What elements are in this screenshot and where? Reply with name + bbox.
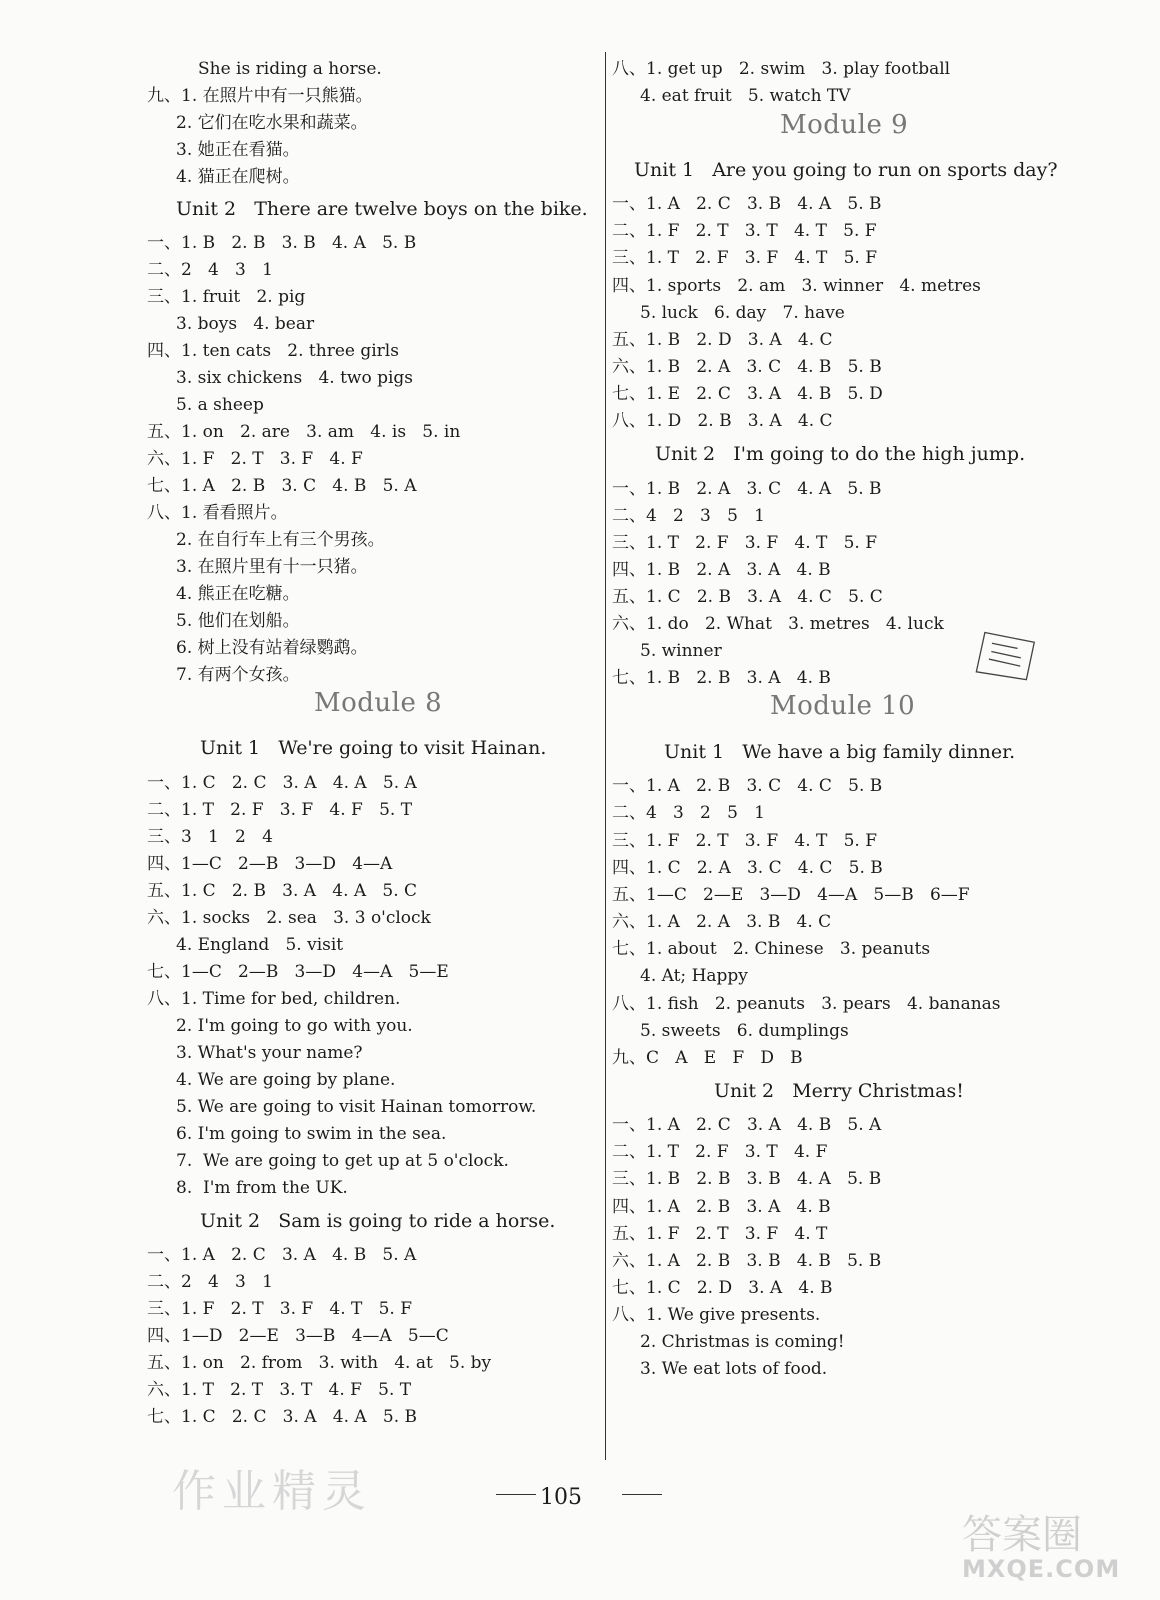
unit-heading: Unit 2 Merry Christmas! xyxy=(714,1080,964,1102)
answer-line: 五、1. on 2. from 3. with 4. at 5. by xyxy=(147,1353,492,1373)
answer-line: 六、1. A 2. B 3. B 4. B 5. B xyxy=(612,1251,882,1271)
page-number-dash-right xyxy=(622,1494,662,1495)
answer-line: 一、1. B 2. B 3. B 4. A 5. B xyxy=(147,233,417,253)
answer-line: 八、1. 看看照片。 xyxy=(147,503,288,523)
answer-line: 5. sweets 6. dumplings xyxy=(640,1021,849,1041)
answer-line: 2. 在自行车上有三个男孩。 xyxy=(176,530,385,550)
answer-line: 七、1. C 2. D 3. A 4. B xyxy=(612,1278,833,1298)
watermark-right xyxy=(962,1512,1152,1585)
watermark-right-top: 答案圈 xyxy=(962,1512,1082,1558)
answer-line: 五、1. C 2. B 3. A 4. C 5. C xyxy=(612,587,883,607)
answer-line: 七、1. A 2. B 3. C 4. B 5. A xyxy=(147,476,417,496)
answer-line: 三、1. fruit 2. pig xyxy=(147,287,306,307)
answer-line: 2. I'm going to go with you. xyxy=(176,1016,413,1036)
answer-line: 三、1. T 2. F 3. F 4. T 5. F xyxy=(612,533,878,553)
answer-line: 五、1. B 2. D 3. A 4. C xyxy=(612,330,833,350)
answer-line: 7. 有两个女孩。 xyxy=(176,665,300,685)
watermark-left: 作业精灵 xyxy=(172,1466,372,1517)
answer-line: 八、1. fish 2. peanuts 3. pears 4. bananas xyxy=(612,994,1001,1014)
answer-line: 4. 猫正在爬树。 xyxy=(176,167,300,187)
answer-line: 一、1. A 2. C 3. A 4. B 5. A xyxy=(612,1115,882,1135)
watermark-right-bottom: MXQE.COM xyxy=(962,1555,1121,1583)
answer-line: 四、1—C 2—B 3—D 4—A xyxy=(147,854,393,874)
answer-line: 2. Christmas is coming! xyxy=(640,1332,845,1352)
answer-line: 3. What's your name? xyxy=(176,1043,363,1063)
answer-line: 二、4 2 3 5 1 xyxy=(612,506,765,526)
answer-line: 2. 它们在吃水果和蔬菜。 xyxy=(176,113,368,133)
answer-line: 九、C A E F D B xyxy=(612,1048,803,1068)
answer-line: 一、1. A 2. B 3. C 4. C 5. B xyxy=(612,776,883,796)
answer-line: 一、1. C 2. C 3. A 4. A 5. A xyxy=(147,773,417,793)
answer-line: 5. winner xyxy=(640,641,722,661)
answer-line: 5. a sheep xyxy=(176,395,264,415)
answer-line: 三、1. B 2. B 3. B 4. A 5. B xyxy=(612,1169,882,1189)
answer-line: 二、1. T 2. F 3. F 4. F 5. T xyxy=(147,800,413,820)
answer-line: 四、1—D 2—E 3—B 4—A 5—C xyxy=(147,1326,449,1346)
answer-line: 四、1. C 2. A 3. C 4. C 5. B xyxy=(612,858,883,878)
answer-line: 五、1. F 2. T 3. F 4. T xyxy=(612,1224,828,1244)
answer-line: 四、1. sports 2. am 3. winner 4. metres xyxy=(612,276,981,296)
answer-line: 3. 她正在看猫。 xyxy=(176,140,300,160)
answer-line: 四、1. A 2. B 3. A 4. B xyxy=(612,1197,831,1217)
answer-line: 七、1. E 2. C 3. A 4. B 5. D xyxy=(612,384,883,404)
page-number: 105 xyxy=(540,1485,582,1510)
answer-line: 五、1—C 2—E 3—D 4—A 5—B 6—F xyxy=(612,885,970,905)
unit-heading: Unit 2 There are twelve boys on the bike. xyxy=(176,198,588,220)
answer-line: 8. I'm from the UK. xyxy=(176,1178,348,1198)
answer-line: 二、1. T 2. F 3. T 4. F xyxy=(612,1142,828,1162)
answer-line: 七、1. B 2. B 3. A 4. B xyxy=(612,668,831,688)
column-divider xyxy=(605,52,606,1460)
answer-line: 五、1. C 2. B 3. A 4. A 5. C xyxy=(147,881,418,901)
unit-heading: Unit 1 We're going to visit Hainan. xyxy=(200,737,547,759)
answer-line: 五、1. on 2. are 3. am 4. is 5. in xyxy=(147,422,461,442)
module-heading: Module 10 xyxy=(770,691,916,721)
answer-line: 六、1. socks 2. sea 3. 3 o'clock xyxy=(147,908,431,928)
answer-line: 九、1. 在照片中有一只熊猫。 xyxy=(147,86,373,106)
answer-line: 4. We are going by plane. xyxy=(176,1070,396,1090)
answer-line: 三、1. F 2. T 3. F 4. T 5. F xyxy=(612,831,878,851)
unit-heading: Unit 2 I'm going to do the high jump. xyxy=(655,443,1026,465)
page-number-dash-left xyxy=(496,1494,536,1495)
answer-line: 7. We are going to get up at 5 o'clock. xyxy=(176,1151,509,1171)
answer-line: 四、1. B 2. A 3. A 4. B xyxy=(612,560,831,580)
answer-line: 一、1. A 2. C 3. A 4. B 5. A xyxy=(147,1245,417,1265)
unit-heading: Unit 2 Sam is going to ride a horse. xyxy=(200,1210,556,1232)
answer-line: 6. I'm going to swim in the sea. xyxy=(176,1124,447,1144)
answer-line: 5. 他们在划船。 xyxy=(176,611,300,631)
module-heading: Module 8 xyxy=(314,688,443,718)
answer-line: 4. England 5. visit xyxy=(176,935,344,955)
answer-line: 3. We eat lots of food. xyxy=(640,1359,828,1379)
answer-line: 四、1. ten cats 2. three girls xyxy=(147,341,399,361)
answer-line: 3. boys 4. bear xyxy=(176,314,315,334)
answer-line: 5. luck 6. day 7. have xyxy=(640,303,845,323)
answer-line: 二、1. F 2. T 3. T 4. T 5. F xyxy=(612,221,877,241)
answer-line: 一、1. B 2. A 3. C 4. A 5. B xyxy=(612,479,882,499)
answer-line: 三、1. T 2. F 3. F 4. T 5. F xyxy=(612,248,878,268)
answer-line: 4. 熊正在吃糖。 xyxy=(176,584,300,604)
answer-line: 六、1. T 2. T 3. T 4. F 5. T xyxy=(147,1380,412,1400)
answer-line: 六、1. B 2. A 3. C 4. B 5. B xyxy=(612,357,882,377)
answer-line: 6. 树上没有站着绿鹦鹉。 xyxy=(176,638,368,658)
answer-line: 3. 在照片里有十一只猪。 xyxy=(176,557,368,577)
answer-line: 一、1. A 2. C 3. B 4. A 5. B xyxy=(612,194,882,214)
answer-line: 七、1. C 2. C 3. A 4. A 5. B xyxy=(147,1407,418,1427)
answer-line: 二、2 4 3 1 xyxy=(147,1272,273,1292)
answer-line: 八、1. Time for bed, children. xyxy=(147,989,401,1009)
answer-line: She is riding a horse. xyxy=(198,59,382,79)
answer-line: 六、1. A 2. A 3. B 4. C xyxy=(612,912,832,932)
answer-line: 4. At; Happy xyxy=(640,966,748,986)
answer-line: 七、1—C 2—B 3—D 4—A 5—E xyxy=(147,962,449,982)
answer-line: 3. six chickens 4. two pigs xyxy=(176,368,414,388)
answer-line: 二、4 3 2 5 1 xyxy=(612,803,765,823)
answer-line: 六、1. F 2. T 3. F 4. F xyxy=(147,449,363,469)
answer-line: 4. eat fruit 5. watch TV xyxy=(640,86,851,106)
answer-line: 5. We are going to visit Hainan tomorrow. xyxy=(176,1097,537,1117)
answer-line: 二、2 4 3 1 xyxy=(147,260,273,280)
answer-line: 三、1. F 2. T 3. F 4. T 5. F xyxy=(147,1299,413,1319)
answer-line: 三、3 1 2 4 xyxy=(147,827,273,847)
answer-line: 八、1. We give presents. xyxy=(612,1305,821,1325)
answer-line: 八、1. get up 2. swim 3. play football xyxy=(612,59,951,79)
answer-line: 六、1. do 2. What 3. metres 4. luck xyxy=(612,614,944,634)
unit-heading: Unit 1 We have a big family dinner. xyxy=(664,741,1016,763)
answer-line: 七、1. about 2. Chinese 3. peanuts xyxy=(612,939,931,959)
stamp-icon xyxy=(970,628,1040,688)
unit-heading: Unit 1 Are you going to run on sports day? xyxy=(634,159,1058,181)
module-heading: Module 9 xyxy=(780,110,909,140)
answer-line: 八、1. D 2. B 3. A 4. C xyxy=(612,411,833,431)
